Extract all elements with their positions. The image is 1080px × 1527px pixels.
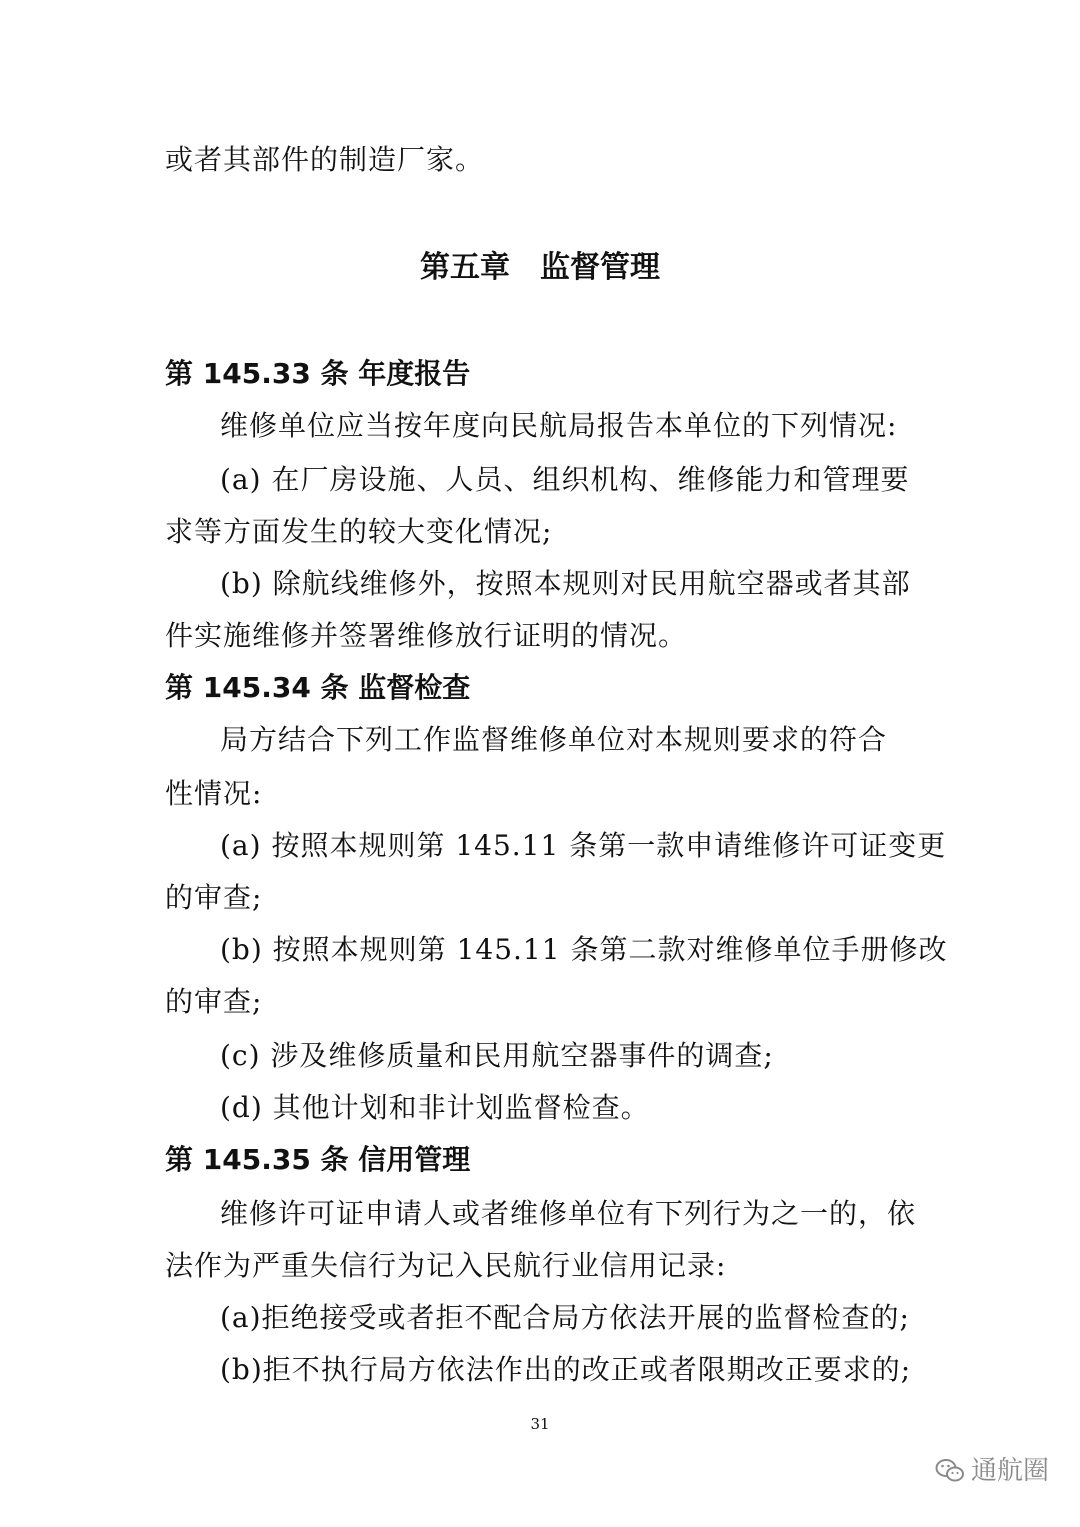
body-line: 性情况:	[165, 777, 263, 810]
article-heading: 第 145.33 条 年度报告	[165, 357, 471, 390]
body-line: (b)拒不执行局方依法作出的改正或者限期改正要求的;	[220, 1353, 912, 1386]
body-line: (c) 涉及维修质量和民用航空器事件的调查;	[220, 1039, 774, 1072]
body-line: 的审查;	[165, 881, 263, 914]
body-line: 或者其部件的制造厂家。	[165, 143, 485, 176]
body-line: 求等方面发生的较大变化情况;	[165, 515, 553, 548]
body-line: 件实施维修并签署维修放行证明的情况。	[165, 619, 688, 652]
body-line: (a) 在厂房设施、人员、组织机构、维修能力和管理要	[220, 463, 910, 496]
article-heading: 第 145.34 条 监督检查	[165, 671, 471, 704]
body-line: 的审查;	[165, 985, 263, 1018]
chapter-title: 第五章 监督管理	[420, 250, 660, 285]
body-line: 维修单位应当按年度向民航局报告本单位的下列情况:	[220, 409, 898, 442]
body-line: 局方结合下列工作监督维修单位对本规则要求的符合	[220, 723, 888, 756]
body-line: (a) 按照本规则第 145.11 条第一款申请维修许可证变更	[220, 829, 947, 862]
body-line: 维修许可证申请人或者维修单位有下列行为之一的，依	[220, 1197, 917, 1230]
article-heading: 第 145.35 条 信用管理	[165, 1143, 471, 1176]
body-line: (a)拒绝接受或者拒不配合局方依法开展的监督检查的;	[220, 1301, 910, 1334]
body-line: (b) 按照本规则第 145.11 条第二款对维修单位手册修改	[220, 933, 948, 966]
watermark-text: 通航圈	[971, 1456, 1050, 1486]
body-line: (b) 除航线维修外，按照本规则对民用航空器或者其部	[220, 567, 911, 600]
wechat-icon	[935, 1458, 965, 1484]
body-line: (d) 其他计划和非计划监督检查。	[220, 1091, 650, 1124]
page-number: 31	[530, 1415, 550, 1433]
watermark	[935, 1451, 1049, 1491]
body-line: 法作为严重失信行为记入民航行业信用记录:	[165, 1249, 727, 1282]
